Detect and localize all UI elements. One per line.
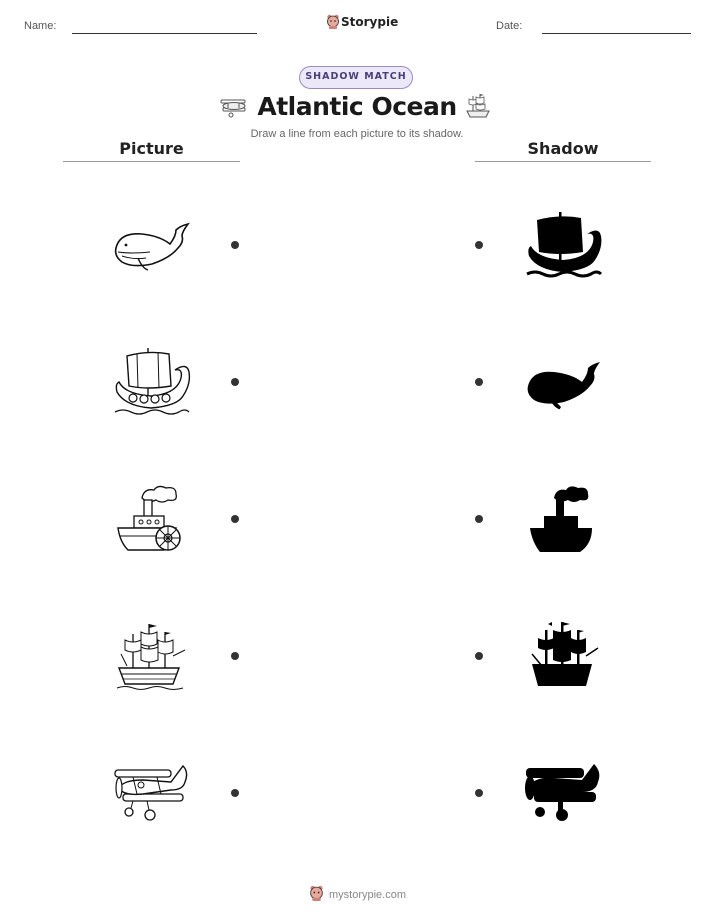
whale-icon xyxy=(112,218,190,277)
picture-dot-3[interactable] xyxy=(231,515,239,523)
viking-ship-icon xyxy=(111,346,191,423)
activity-badge: SHADOW MATCH xyxy=(299,66,413,89)
shadow-dot-2[interactable] xyxy=(475,378,483,386)
viking-ship-shadow-icon xyxy=(523,208,603,285)
storypie-mascot-icon xyxy=(309,885,324,901)
picture-dot-5[interactable] xyxy=(231,789,239,797)
picture-column-rule xyxy=(63,161,240,162)
storypie-mascot-icon xyxy=(326,14,340,29)
shadow-dot-5[interactable] xyxy=(475,789,483,797)
shadow-dot-4[interactable] xyxy=(475,652,483,660)
galleon-icon xyxy=(113,620,187,699)
brand-name: Storypie xyxy=(341,15,399,29)
steamboat-shadow-icon xyxy=(526,484,600,561)
galleon-shadow-icon xyxy=(526,618,600,697)
footer-logo xyxy=(309,885,324,906)
title-biplane-icon xyxy=(219,94,249,125)
picture-dot-2[interactable] xyxy=(231,378,239,386)
picture-dot-1[interactable] xyxy=(231,241,239,249)
footer-url[interactable]: mystorypie.com xyxy=(329,889,407,901)
shadow-dot-3[interactable] xyxy=(475,515,483,523)
biplane-icon xyxy=(113,760,189,829)
brand-logo xyxy=(326,14,340,34)
whale-shadow-icon xyxy=(524,356,602,415)
shadow-column-rule xyxy=(475,161,651,162)
instructions: Draw a line from each picture to its shadow. xyxy=(250,128,464,140)
picture-dot-4[interactable] xyxy=(231,652,239,660)
biplane-shadow-icon xyxy=(524,760,602,829)
name-field[interactable] xyxy=(72,33,257,34)
shadow-column-heading: Shadow xyxy=(527,139,599,158)
title-galleon-icon xyxy=(464,92,492,125)
steamboat-icon xyxy=(114,484,188,561)
name-label: Name: xyxy=(24,20,57,32)
page-title: Atlantic Ocean xyxy=(257,92,457,121)
picture-column-heading: Picture xyxy=(119,139,184,158)
date-label: Date: xyxy=(496,20,523,32)
shadow-dot-1[interactable] xyxy=(475,241,483,249)
date-field[interactable] xyxy=(542,33,691,34)
